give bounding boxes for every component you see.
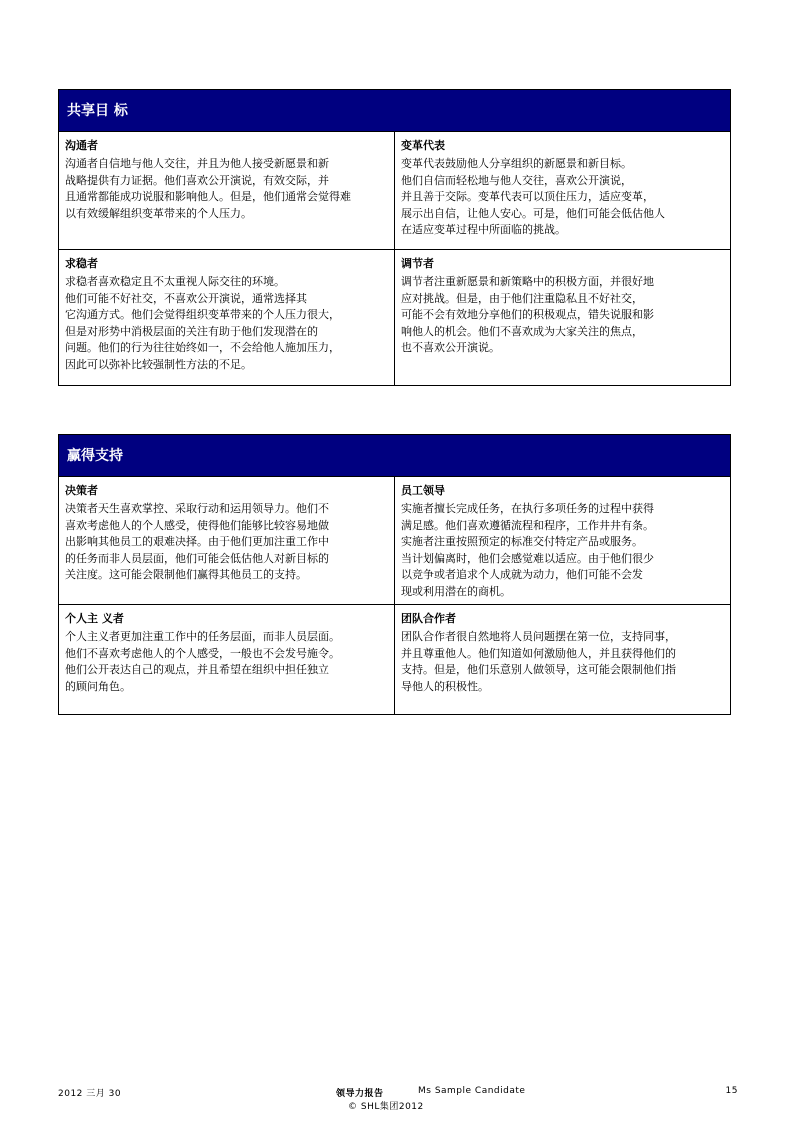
style-cell-decision-maker <box>59 477 395 605</box>
cell-title: 沟通者 <box>65 139 98 152</box>
cell-title: 决策者 <box>65 484 98 497</box>
cell-title: 个人主 义者 <box>65 612 124 625</box>
style-cell-individualist <box>59 605 395 714</box>
style-cell-change-agent <box>395 132 731 250</box>
section-title: 赢得支持 <box>67 448 123 464</box>
style-cell-moderator <box>395 250 731 385</box>
footer-date: 2012 三月 30 <box>58 1089 122 1099</box>
style-cell-stabilizer <box>59 250 395 385</box>
cell-title: 调节者 <box>401 257 434 270</box>
cell-body: 求稳者喜欢稳定且不太重视人际交往的环境。 他们可能不好社交，不喜欢公开演说，通常选择其 它沟通方式。他们会觉得组织变革带来的个人压力很大， 但是对形势中消极层面的关注有助于他们发现潜在的 问题。他们的行为往往始终如一，不会给他人施加压力， 因此可以弥补比较强制性方法的不足。 <box>65 275 340 371</box>
footer-report-title: 领导力报告 <box>336 1089 384 1099</box>
cell-title: 团队合作者 <box>401 612 456 625</box>
cell-body: 团队合作者很自然地将人员问题摆在第一位，支持同事， 并且尊重他人。他们知道如何激励他人，并且获得他们的 支持。但是，他们乐意别人做领导，这可能会限制他们指 导他人的积极性。 <box>401 630 676 693</box>
style-grid <box>59 477 730 714</box>
cell-title: 员工领导 <box>401 484 445 497</box>
section-shared-goals <box>58 89 731 386</box>
footer-candidate-name: Ms Sample Candidate <box>418 1086 526 1096</box>
cell-body: 决策者天生喜欢掌控、采取行动和运用领导力。他们不 喜欢考虑他人的个人感受，使得他们能够比较容易地做 出影响其他员工的艰难决择。由于他们更加注重工作中 的任务而非人员层面，他们可能会低估他人对新目标的 关注度。这可能会限制他们赢得其他员工的支持。 <box>65 502 329 581</box>
page-footer <box>58 1086 738 1116</box>
cell-body: 沟通者自信地与他人交往，并且为他人接受新愿景和新 战略提供有力证据。他们喜欢公开演说，有效交际，并 且通常都能成功说服和影响他人。但是，他们通常会觉得难 以有效缓解组织变革带来的个人压力。 <box>65 157 351 220</box>
section-header <box>59 435 730 477</box>
section-header <box>59 90 730 132</box>
footer-page-number: 15 <box>725 1086 738 1096</box>
style-cell-team-player <box>395 605 731 714</box>
section-title: 共享目 标 <box>67 103 128 119</box>
footer-copyright: © SHL集团2012 <box>348 1102 424 1112</box>
cell-title: 求稳者 <box>65 257 98 270</box>
cell-body: 个人主义者更加注重工作中的任务层面，而非人员层面。 他们不喜欢考虑他人的个人感受，一般也不会发号施令。 他们公开表达自己的观点，并且希望在组织中担任独立 的顾问角色。 <box>65 630 340 693</box>
section-winning-support <box>58 434 731 715</box>
style-cell-communicator <box>59 132 395 250</box>
style-cell-employee-leader <box>395 477 731 605</box>
cell-title: 变革代表 <box>401 139 445 152</box>
cell-body: 调节者注重新愿景和新策略中的积极方面，并很好地 应对挑战。但是，由于他们注重隐私且不好社交， 可能不会有效地分享他们的积极观点，错失说服和影 响他人的机会。他们不喜欢成为大家关注的焦点， 也不喜欢公开演说。 <box>401 275 654 354</box>
cell-body: 实施者擅长完成任务，在执行多项任务的过程中获得 满足感。他们喜欢遵循流程和程序，工作井井有条。 实施者注重按照预定的标准交付特定产品或服务。 当计划偏离时，他们会感觉难以适应。由于他们很少 以竞争或者追求个人成就为动力，他们可能不会发 现或利用潜在的商机。 <box>401 502 654 598</box>
style-grid <box>59 132 730 385</box>
cell-body: 变革代表鼓励他人分享组织的新愿景和新目标。 他们自信而轻松地与他人交往，喜欢公开演说， 并且善于交际。变革代表可以顶住压力，适应变革， 展示出自信，让他人安心。可是，他们可能会低估他人 在适应变革过程中所面临的挑战。 <box>401 157 665 236</box>
